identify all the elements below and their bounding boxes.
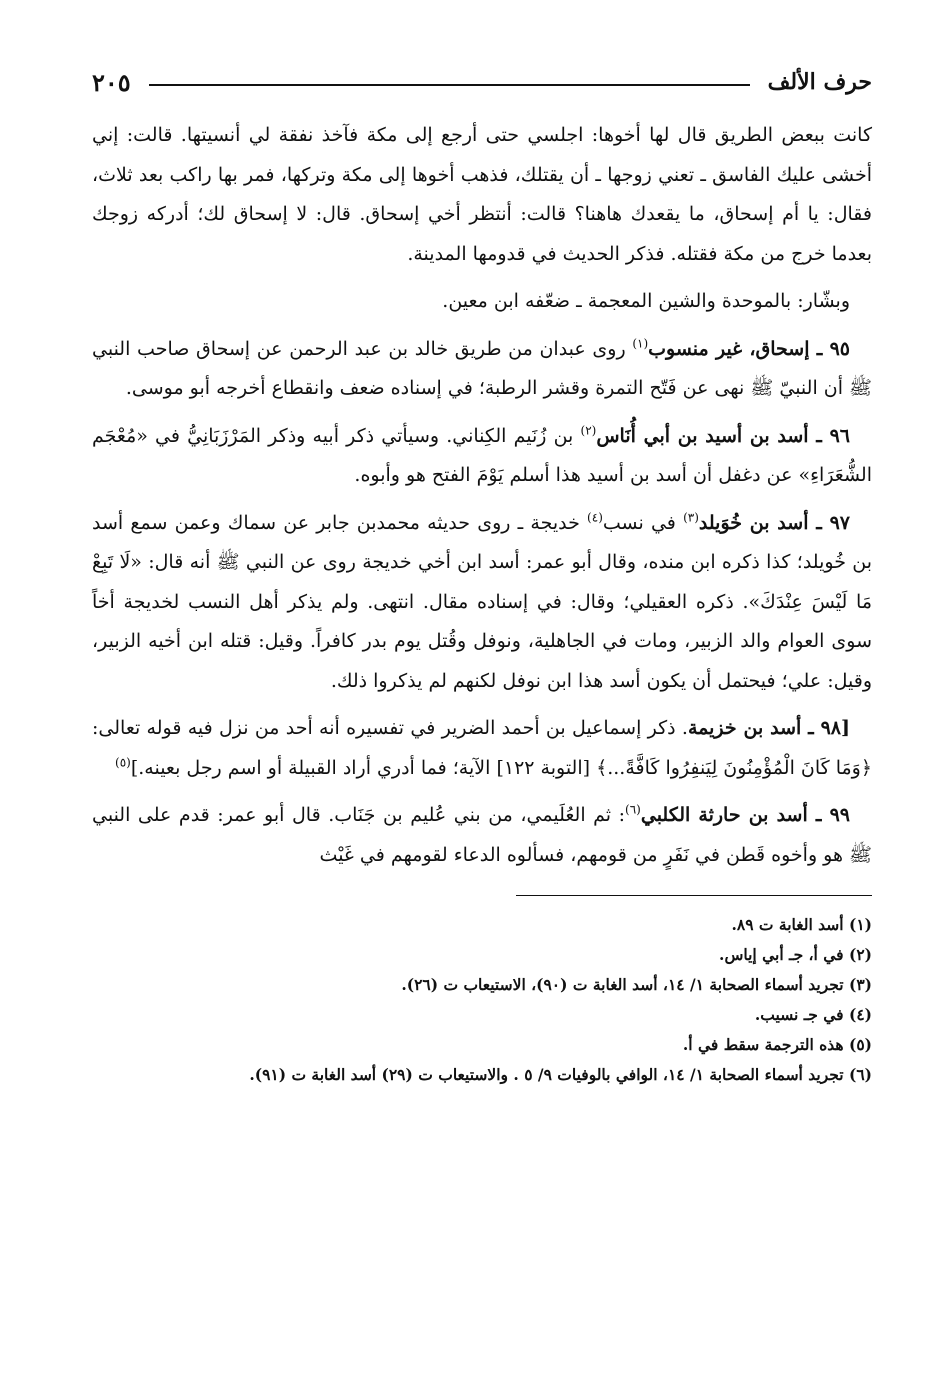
entry-title: ٩٩ ـ أسد بن حارثة الكلبي (640, 804, 850, 826)
footnote-1: (١) أسد الغابة ت ٨٩. (731, 915, 872, 934)
entry-99 (92, 796, 872, 875)
header-rule (149, 84, 750, 86)
entry-title: ٩٦ ـ أسد بن أسيد بن أبي أُنَاس (596, 424, 850, 447)
entry-98 (92, 709, 872, 788)
entry-text: . ذكر إسماعيل بن أحمد الضرير في تفسيره أنه أحد من نزل فيه قوله تعالى: ﴿وَمَا كَانَ الْمُؤْمِنُونَ لِيَنفِرُوا كَافَّةً...﴾ [التوبة ١٢٢] الآية؛ فما أدري أراد القبيلة أو اسم رجل بعينه.] (92, 717, 872, 779)
note-paragraph: وبشّار: بالموحدة والشين المعجمة ـ ضعّفه ابن معين. (442, 290, 850, 312)
entry-text: في نسب (602, 511, 684, 534)
footnote-4: (٤) في جـ نسيب. (754, 1005, 872, 1024)
entry-title: ٩٧ ـ أسد بن خُوَيلد (698, 511, 850, 534)
entry-95 (92, 330, 872, 409)
entry-text: : ثم العُلَيمي، من بني عُليم بن جَنَاب. قال أبو عمر: قدم على النبي ﷺ هو وأخوه قَطن في نَفَرٍ من قومهم، فسألوه الدعاء لقومهم في غَيْث (92, 804, 872, 866)
footnote-6: (٦) تجريد أسماء الصحابة ١/ ١٤، الوافي بالوفيات ٩/ ٥ . والاستيعاب ت (٢٩) أسد الغابة ت (٩١). (249, 1065, 872, 1084)
footnote-3: (٣) تجريد أسماء الصحابة ١/ ١٤، أسد الغابة ت (٩٠)، الاستيعاب ت (٢٦). (401, 975, 872, 994)
footnote-5: (٥) هذه الترجمة سقط في أ. (682, 1035, 872, 1054)
entry-96 (92, 417, 872, 496)
page-header (92, 62, 872, 102)
footnote-divider (516, 895, 872, 896)
page-number: ٢٠٥ (92, 67, 131, 97)
entry-97 (92, 504, 872, 702)
footnote-ref[interactable]: (٤) (587, 510, 603, 525)
footnotes (92, 910, 872, 1090)
footnote-ref[interactable]: (١) (632, 336, 649, 351)
entry-text: بن زُنَيم الكِناني. وسيأتي ذكر أبيه وذكر المَرْزَبَانِيُّ في «مُعْجَم الشُّعَرَاءِ» عن دغفل أن أسد بن أسيد هذا أسلم يَوْمَ الفتح هو وأبوه. (92, 424, 872, 486)
footnote-ref[interactable]: (٦) (625, 802, 641, 817)
footnote-2: (٢) في أ، جـ أبي إياس. (719, 945, 872, 964)
entry-text: روى عبدان من طريق خالد بن عبد الرحمن عن إسحاق صاحب النبي ﷺ أن النبيّ ﷺ نهى عن فَتّح التمرة وقشر الرطبة؛ في إسناده ضعف وانقطاع أخرجه أبو موسى. (92, 337, 872, 399)
entry-title: ٩٥ ـ إسحاق، غير منسوب (648, 337, 850, 360)
entry-title: [٩٨ ـ أسد بن خزيمة (687, 717, 850, 739)
section-title: حرف الألف (767, 69, 872, 95)
footnote-ref[interactable]: (٢) (580, 423, 597, 438)
continuation-paragraph: كانت ببعض الطريق قال لها أخوها: اجلسي حتى أرجع إلى مكة فآخذ نفقة لي أنسيتها. قالت: إني أخشى عليك الفاسق ـ تعني زوجها ـ أن يقتلك، فذهب أخوها إلى مكة وتركها، فمر بها راكب بعد ثلاث، فقال: يا أم إسحاق، ما يقعدك هاهنا؟ قالت: أنتظر أخي إسحاق. قال: لا إسحاق لك؛ أدركه زوجك بعدما خرج من مكة فقتله. فذكر الحديث في قدومها المدينة. (92, 124, 872, 265)
entry-text: خديجة ـ روى حديثه محمدبن جابر عن سماك وعمن سمع أسد بن خُويلد؛ كذا ذكره ابن منده، وقال أبو عمر: أسد ابن أخي خديجة روى عن النبي ﷺ أنه قال: «لَا تَبِعْ مَا لَيْسَ عِنْدَكَ». ذكره العقيلي؛ وقال: في إسناده مقال. انتهى. ولم يذكر أهل النسب لخديجة أخاً سوى العوام والد الزبير، ومات في الجاهلية، ونوفل وقُتل يوم بدر كافراً. وقيل: قتله ابن أخيه الزبير، وقيل: علي؛ فيحتمل أن يكون أسد هذا ابن نوفل لكنهم لم يذكروا ذلك. (92, 511, 872, 692)
footnote-ref[interactable]: (٥) (115, 755, 131, 770)
footnote-ref[interactable]: (٣) (683, 510, 699, 525)
